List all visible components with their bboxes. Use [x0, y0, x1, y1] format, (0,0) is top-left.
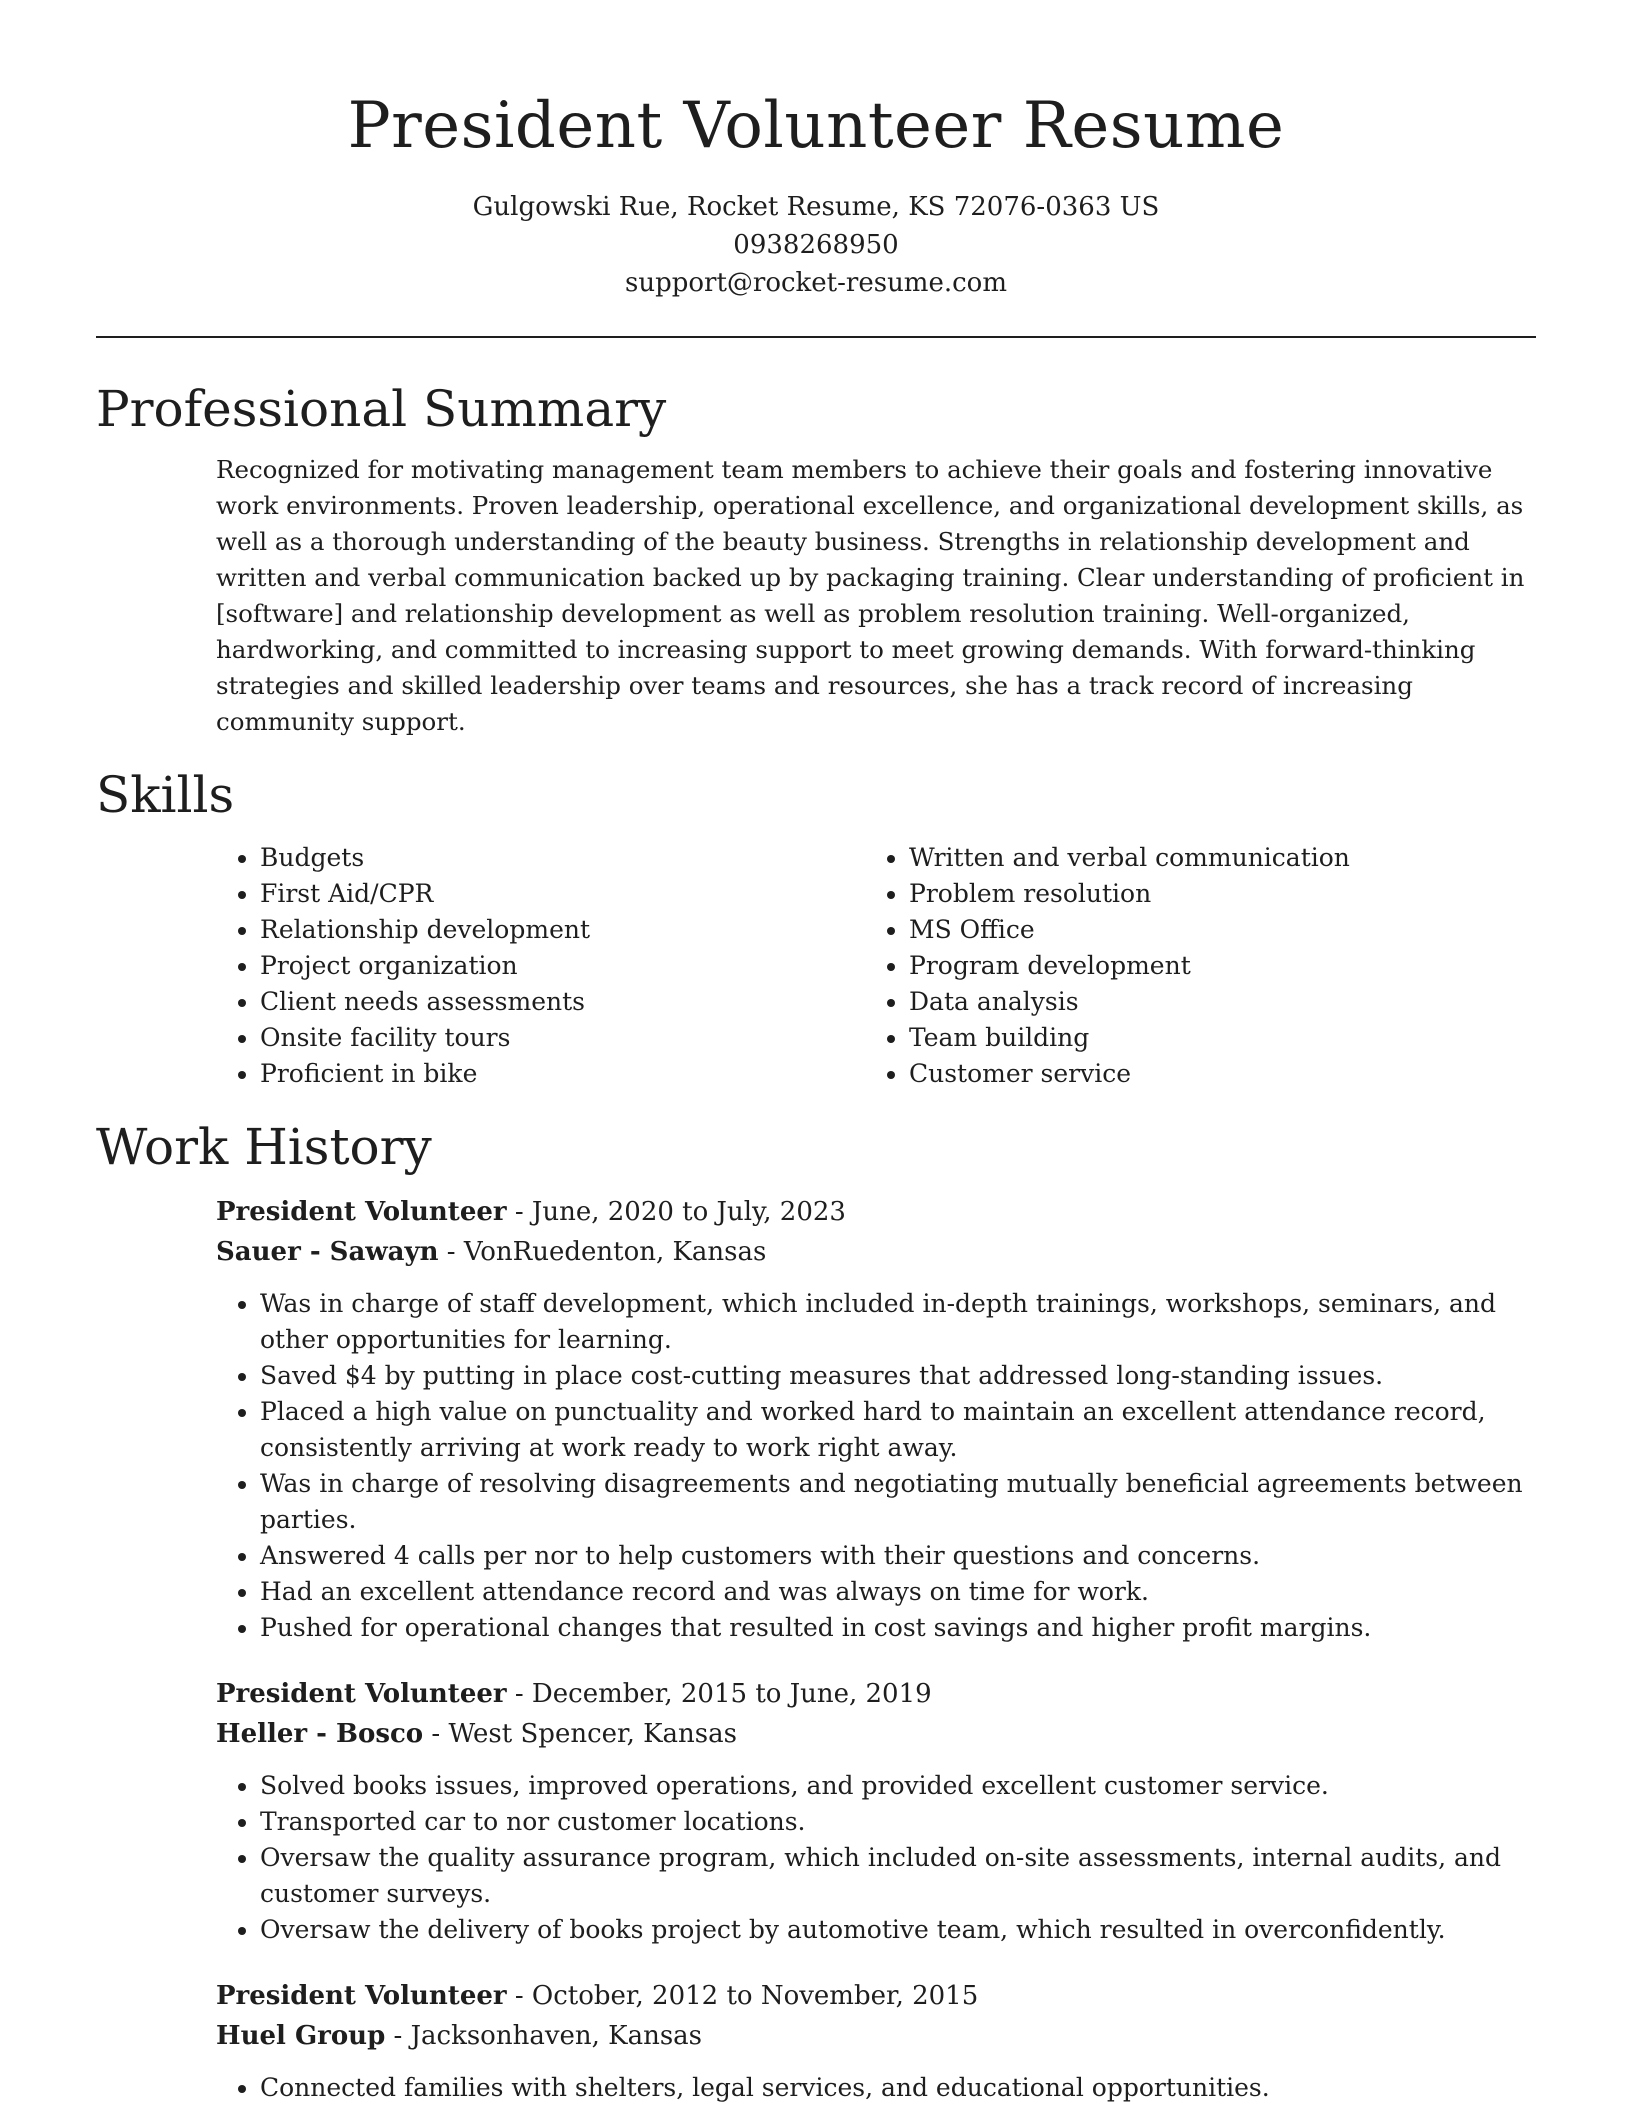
job-location: - West Spencer, Kansas	[423, 1719, 737, 1749]
job-location: - VonRuedenton, Kansas	[438, 1237, 767, 1267]
resume-title: President Volunteer Resume	[347, 89, 1285, 163]
job-bullet: • Pushed for operational changes that resulted in cost savings and higher profit margins.	[260, 1610, 1536, 1646]
header-divider	[96, 336, 1536, 338]
address: Gulgowski Rue, Rocket Resume, KS 72076-0363 US	[472, 192, 1160, 222]
skill-item: • Project organization	[260, 948, 865, 984]
section-title-summary: Professional Summary	[96, 380, 667, 438]
job-company: Sauer - Sawayn	[216, 1237, 439, 1267]
skill-item: • Program development	[909, 948, 1350, 984]
skill-item: • Relationship development	[260, 912, 865, 948]
job-role: President Volunteer	[216, 1981, 507, 2011]
skills-column-1	[216, 840, 865, 1092]
job-dates: - June, 2020 to July, 2023	[506, 1197, 846, 1227]
skill-item: • MS Office	[909, 912, 1350, 948]
contact-info	[96, 188, 1536, 302]
job-bullet: • Answered 4 calls per nor to help customers with their questions and concerns.	[260, 1538, 1536, 1574]
skill-item: • Onsite facility tours	[260, 1020, 865, 1056]
skills-column-2	[865, 840, 1350, 1092]
job-bullet: • Solved books issues, improved operations, and provided excellent customer service.	[260, 1768, 1536, 1804]
summary-text: Recognized for motivating management team members to achieve their goals and fostering innovative work environments. Proven leadership, operational excellence, and organizational development skills, as well as a thorough understanding of the beauty business. Strengths in relationship development and written and verbal communication backed up by packaging training. Clear understanding of proficient in [software] and relationship development as well as problem resolution training. Well-organized, hardworking, and committed to increasing support to meet growing demands. With forward-thinking strategies and skilled leadership over teams and resources, she has a track record of increasing community support.	[216, 455, 1525, 736]
job-company: Huel Group	[216, 2021, 386, 2051]
skill-item: • Problem resolution	[909, 876, 1350, 912]
phone: 0938268950	[733, 230, 899, 260]
job-title-line	[216, 1976, 1536, 2016]
skill-item: • Customer service	[909, 1056, 1350, 1092]
job-dates: - December, 2015 to June, 2019	[506, 1679, 932, 1709]
job-role: President Volunteer	[216, 1197, 507, 1227]
job-bullet: • Was in charge of staff development, which included in-depth trainings, workshops, seminars, and other opportunities for learning.	[260, 1286, 1536, 1358]
job-entry	[216, 1192, 1536, 1646]
skill-item: • First Aid/CPR	[260, 876, 865, 912]
section-title-work-history: Work History	[96, 1118, 432, 1176]
job-company-line	[216, 1232, 1536, 1272]
email: support@rocket-resume.com	[624, 268, 1007, 298]
job-bullets	[216, 1286, 1536, 1646]
job-dates: - October, 2012 to November, 2015	[506, 1981, 979, 2011]
work-history	[216, 1192, 1536, 2106]
skill-item: • Team building	[909, 1020, 1350, 1056]
section-title-skills: Skills	[96, 766, 235, 824]
job-bullets	[216, 1768, 1536, 1948]
job-bullet: • Had an excellent attendance record and was always on time for work.	[260, 1574, 1536, 1610]
job-title-line	[216, 1192, 1536, 1232]
job-bullet: • Was in charge of resolving disagreements and negotiating mutually beneficial agreements between parties.	[260, 1466, 1536, 1538]
job-company-line	[216, 1714, 1536, 1754]
skill-item: • Proficient in bike	[260, 1056, 865, 1092]
resume-header	[96, 0, 1536, 302]
job-bullet: • Oversaw the delivery of books project by automotive team, which resulted in overconfidently.	[260, 1912, 1536, 1948]
skills-list	[216, 840, 1536, 1092]
resume-page	[96, 0, 1536, 2106]
job-bullet: • Connected families with shelters, legal services, and educational opportunities.	[260, 2070, 1536, 2106]
job-bullets	[216, 2070, 1536, 2106]
job-bullet: • Saved $4 by putting in place cost-cutting measures that addressed long-standing issues.	[260, 1358, 1536, 1394]
job-bullet: • Oversaw the quality assurance program, which included on-site assessments, internal audits, and customer surveys.	[260, 1840, 1536, 1912]
job-location: - Jacksonhaven, Kansas	[385, 2021, 703, 2051]
skill-item: • Written and verbal communication	[909, 840, 1350, 876]
job-company-line	[216, 2016, 1536, 2056]
job-title-line	[216, 1674, 1536, 1714]
skill-item: • Budgets	[260, 840, 865, 876]
job-entry	[216, 1976, 1536, 2106]
skill-item: • Client needs assessments	[260, 984, 865, 1020]
job-bullet: • Placed a high value on punctuality and worked hard to maintain an excellent attendance record, consistently arriving at work ready to work right away.	[260, 1394, 1536, 1466]
skill-item: • Data analysis	[909, 984, 1350, 1020]
job-bullet: • Transported car to nor customer locations.	[260, 1804, 1536, 1840]
job-company: Heller - Bosco	[216, 1719, 424, 1749]
job-role: President Volunteer	[216, 1679, 507, 1709]
job-entry	[216, 1674, 1536, 1948]
